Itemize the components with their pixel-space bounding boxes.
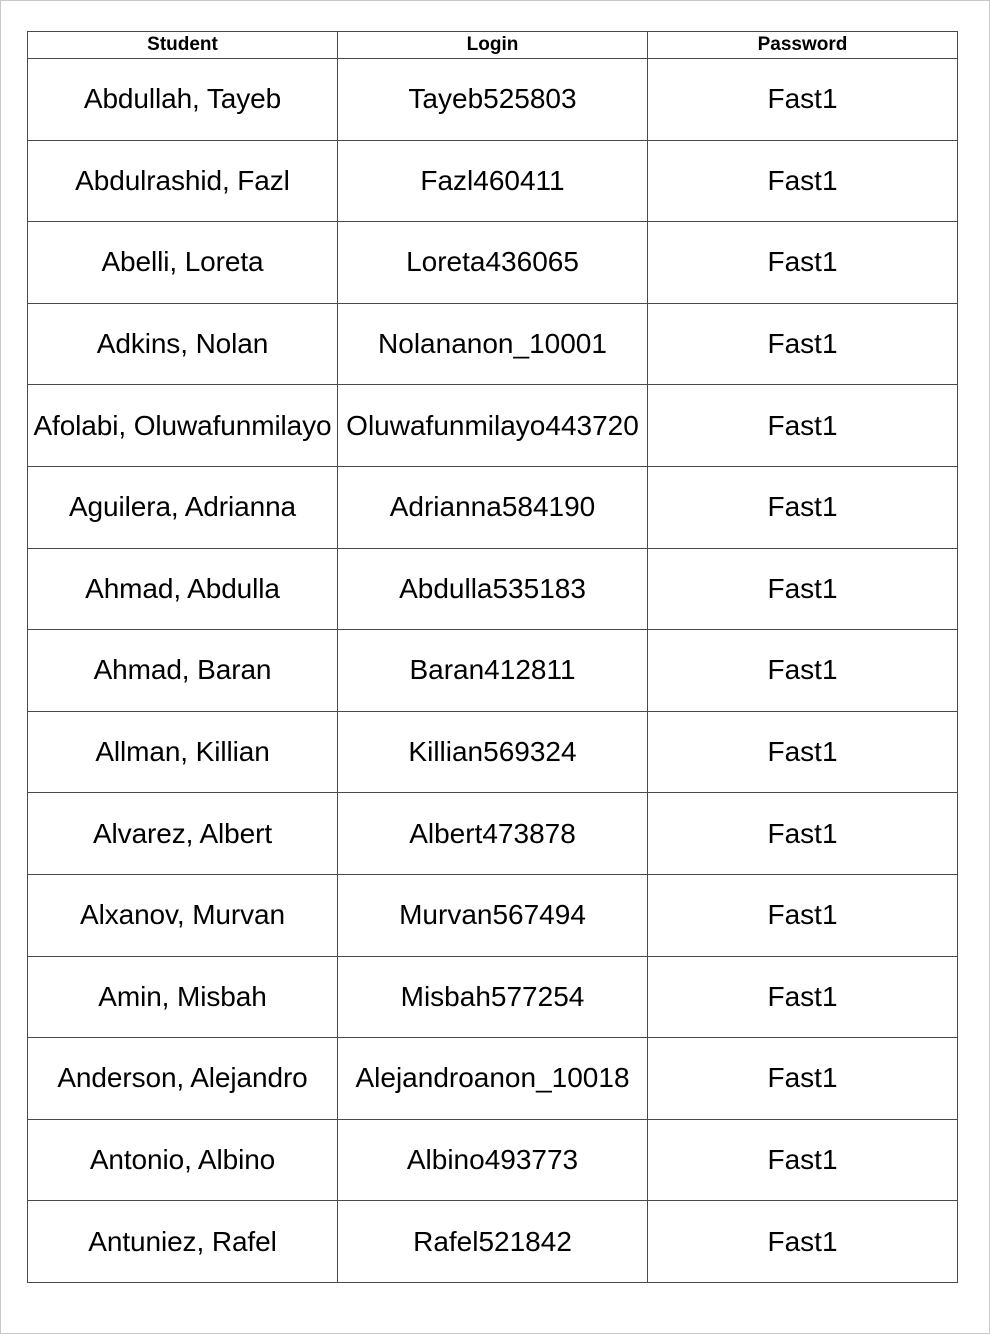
password-cell: Fast1	[648, 222, 958, 304]
login-cell: Killian569324	[338, 711, 648, 793]
password-cell: Fast1	[648, 59, 958, 141]
login-cell: Albino493773	[338, 1119, 648, 1201]
password-cell: Fast1	[648, 1038, 958, 1120]
login-cell: Tayeb525803	[338, 59, 648, 141]
login-cell: Murvan567494	[338, 874, 648, 956]
table-row	[28, 630, 958, 712]
student-name-cell: Aguilera, Adrianna	[28, 466, 338, 548]
table-row	[28, 222, 958, 304]
table-body	[28, 59, 958, 1283]
login-cell: Fazl460411	[338, 140, 648, 222]
password-cell: Fast1	[648, 956, 958, 1038]
table-row	[28, 1201, 958, 1283]
student-name-cell: Ahmad, Baran	[28, 630, 338, 712]
table-row	[28, 303, 958, 385]
password-cell: Fast1	[648, 711, 958, 793]
table-row	[28, 59, 958, 141]
column-header-login: Login	[338, 32, 648, 59]
login-cell: Alejandroanon_10018	[338, 1038, 648, 1120]
student-name-cell: Antonio, Albino	[28, 1119, 338, 1201]
table-row	[28, 466, 958, 548]
student-name-cell: Antuniez, Rafel	[28, 1201, 338, 1283]
login-cell: Loreta436065	[338, 222, 648, 304]
login-cell: Oluwafunmilayo443720	[338, 385, 648, 467]
login-cell: Rafel521842	[338, 1201, 648, 1283]
table-row	[28, 956, 958, 1038]
table-row	[28, 874, 958, 956]
password-cell: Fast1	[648, 140, 958, 222]
password-cell: Fast1	[648, 548, 958, 630]
table-row	[28, 1119, 958, 1201]
login-cell: Adrianna584190	[338, 466, 648, 548]
password-cell: Fast1	[648, 385, 958, 467]
login-cell: Baran412811	[338, 630, 648, 712]
student-name-cell: Abdullah, Tayeb	[28, 59, 338, 141]
password-cell: Fast1	[648, 793, 958, 875]
student-name-cell: Abdulrashid, Fazl	[28, 140, 338, 222]
login-cell: Misbah577254	[338, 956, 648, 1038]
password-cell: Fast1	[648, 630, 958, 712]
student-name-cell: Alvarez, Albert	[28, 793, 338, 875]
student-name-cell: Ahmad, Abdulla	[28, 548, 338, 630]
table-row	[28, 1038, 958, 1120]
column-header-password: Password	[648, 32, 958, 59]
table-row	[28, 793, 958, 875]
login-cell: Albert473878	[338, 793, 648, 875]
login-cell: Abdulla535183	[338, 548, 648, 630]
student-name-cell: Amin, Misbah	[28, 956, 338, 1038]
student-name-cell: Afolabi, Oluwafunmilayo	[28, 385, 338, 467]
student-name-cell: Alxanov, Murvan	[28, 874, 338, 956]
password-cell: Fast1	[648, 303, 958, 385]
login-cell: Nolananon_10001	[338, 303, 648, 385]
student-name-cell: Abelli, Loreta	[28, 222, 338, 304]
table-row	[28, 140, 958, 222]
student-name-cell: Adkins, Nolan	[28, 303, 338, 385]
table-header	[28, 32, 958, 59]
password-cell: Fast1	[648, 466, 958, 548]
header-row	[28, 32, 958, 59]
column-header-student: Student	[28, 32, 338, 59]
password-cell: Fast1	[648, 874, 958, 956]
table-row	[28, 385, 958, 467]
table-row	[28, 711, 958, 793]
student-name-cell: Anderson, Alejandro	[28, 1038, 338, 1120]
student-name-cell: Allman, Killian	[28, 711, 338, 793]
table-row	[28, 548, 958, 630]
password-cell: Fast1	[648, 1201, 958, 1283]
password-cell: Fast1	[648, 1119, 958, 1201]
student-credentials-table	[27, 31, 958, 1283]
